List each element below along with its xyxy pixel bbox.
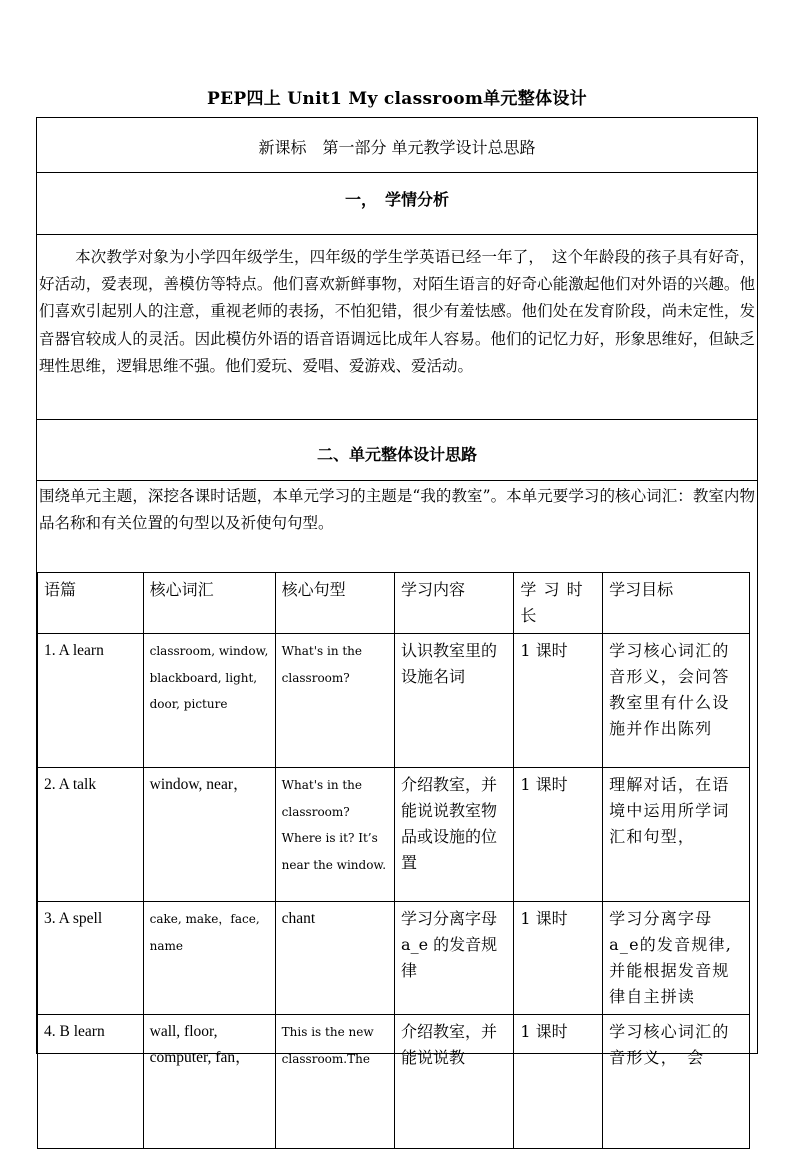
vocab-cell: cake, make，face, name bbox=[143, 902, 275, 1015]
pattern-cell: What's in the classroom? bbox=[275, 634, 394, 768]
duration-cell: 1 课时 bbox=[514, 1015, 603, 1149]
vocab-cell: window, near， bbox=[143, 768, 275, 902]
table-row bbox=[38, 902, 750, 1015]
table-header-row bbox=[38, 573, 750, 634]
section-header: 新课标 第一部分 单元教学设计总思路 bbox=[258, 138, 536, 157]
header-content: 学习内容 bbox=[395, 573, 514, 634]
header-duration: 学 习 时 长 bbox=[514, 573, 603, 634]
duration-cell: 1 课时 bbox=[514, 768, 603, 902]
table-row bbox=[38, 634, 750, 768]
duration-cell: 1 课时 bbox=[514, 634, 603, 768]
lesson-cell: 4. B learn bbox=[38, 1015, 144, 1149]
lesson-table-viewport bbox=[37, 454, 750, 1067]
vocab-cell: classroom, window, blackboard, light, door, picture bbox=[143, 634, 275, 768]
goal-cell: 学习分离字母 a_e的发音规律,并能根据发音规律自主拼读 bbox=[603, 902, 750, 1015]
unit-design-paragraph: 围绕单元主题，深挖各课时话题，本单元学习的主题是“我的教室”。本单元要学习的核心词汇：教室内物品名称和有关位置的句型以及祈使句句型。 bbox=[39, 487, 755, 533]
pattern-cell: What's in the classroom? Where is it? It’s near the window. bbox=[275, 768, 394, 902]
section-header-row bbox=[37, 118, 757, 173]
lesson-cell: 3. A spell bbox=[38, 902, 144, 1015]
pattern-cell: chant bbox=[275, 902, 394, 1015]
goal-cell: 理解对话，在语境中运用所学词汇和句型， bbox=[603, 768, 750, 902]
pattern-cell: This is the new classroom.The bbox=[275, 1015, 394, 1149]
duration-cell: 1 课时 bbox=[514, 902, 603, 1015]
goal-cell: 学习核心词汇的音形义， 会 bbox=[603, 1015, 750, 1149]
header-pattern: 核心句型 bbox=[275, 573, 394, 634]
lesson-table bbox=[37, 572, 750, 1149]
goal-cell: 学习核心词汇的音形义，会问答教室里有什么设施并作出陈列 bbox=[603, 634, 750, 768]
part1-content-row bbox=[37, 235, 757, 420]
header-vocab: 核心词汇 bbox=[143, 573, 275, 634]
header-lesson: 语篇 bbox=[38, 573, 144, 634]
table-row bbox=[38, 1015, 750, 1149]
lesson-cell: 2. A talk bbox=[38, 768, 144, 902]
header-goal: 学习目标 bbox=[603, 573, 750, 634]
content-cell: 介绍教室，并能说说教 bbox=[395, 1015, 514, 1149]
content-cell: 认识教室里的设施名词 bbox=[395, 634, 514, 768]
part2-heading: 二、单元整体设计思路 bbox=[316, 445, 477, 464]
learner-analysis-text: 本次教学对象为小学四年级学生，四年级的学生学英语已经一年了， 这个年龄段的孩子具有好奇，好活动，爱表现，善模仿等特点。他们喜欢新鲜事物，对陌生语言的好奇心能激起他们对外语的兴趣。他们喜欢引起别人的注意，重视老师的表扬，不怕犯错，很少有羞怯感。他们处在发育阶段，尚未定性，发音器官较成人的灵活。因此模仿外语的语音语调远比成年人容易。他们的记忆力好，形象思维好，但缺乏理性思维，逻辑思维不强。他们爱玩、爱唱、爱游戏、爱活动。 bbox=[39, 248, 755, 375]
document-title: PEP四上 Unit1 My classroom单元整体设计 bbox=[207, 89, 587, 109]
table-row bbox=[38, 768, 750, 902]
content-cell: 介绍教室，并能说说教室物品或设施的位置 bbox=[395, 768, 514, 902]
lesson-cell: 1. A learn bbox=[38, 634, 144, 768]
part1-heading-row bbox=[37, 173, 757, 235]
vocab-cell: wall, floor, computer, fan， bbox=[143, 1015, 275, 1149]
learner-analysis-paragraph bbox=[39, 244, 755, 380]
part1-heading: 一， 学情分析 bbox=[344, 190, 449, 209]
content-cell: 学习分离字母 a_e 的发音规律 bbox=[395, 902, 514, 1015]
